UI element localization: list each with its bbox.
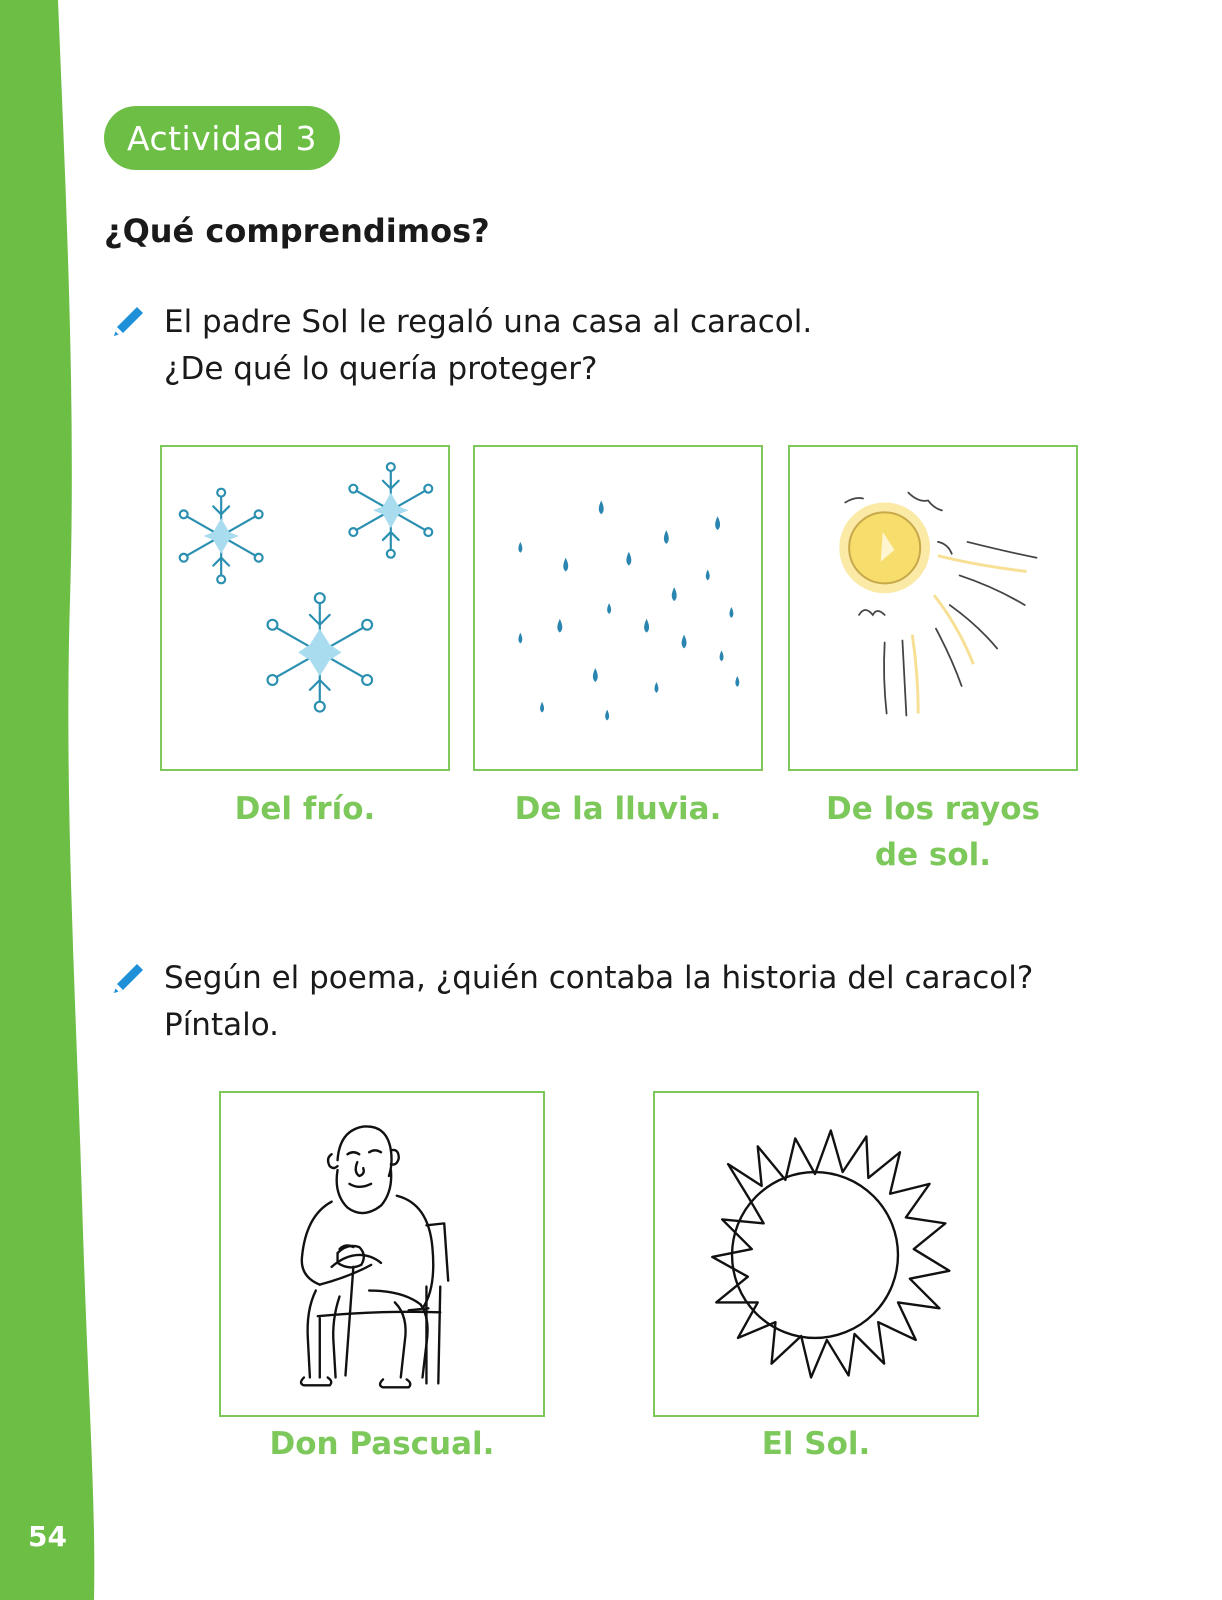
question-2 [164,955,1033,1049]
raindrops-illustration [475,447,761,769]
option-label-sun-line-1: El Sol. [761,1426,871,1462]
option-card-raindrops[interactable] [473,445,763,771]
option-label-don-pascual [219,1421,545,1467]
option-label-sunrays [788,786,1078,878]
option-label-sunrays-line-1: De los rayos [826,791,1040,827]
question-1-line-2: ¿De qué lo quería proteger? [164,351,598,387]
option-card-sun[interactable] [653,1091,979,1417]
pencil-icon [108,959,148,999]
option-label-rain-line-1: De la lluvia. [514,791,722,827]
snowflake-illustration [162,447,448,769]
option-card-snowflakes[interactable] [160,445,450,771]
page-number: 54 [28,1520,67,1553]
option-card-sun-rays[interactable] [788,445,1078,771]
question-2-line-2: Píntalo. [164,1007,279,1043]
question-1 [164,299,812,393]
option-label-sunrays-line-2: de sol. [874,837,992,873]
question-2-line-1: Según el poema, ¿quién contaba la historia del caracol? [164,960,1034,996]
option-label-cold [160,786,450,832]
question-1-line-1: El padre Sol le regaló una casa al caracol. [164,304,813,340]
sun-rays-illustration [790,447,1076,769]
activity-badge: Actividad 3 [104,106,340,170]
option-card-don-pascual[interactable] [219,1091,545,1417]
option-label-rain [473,786,763,832]
pencil-icon [108,302,148,342]
option-label-sun [653,1421,979,1467]
side-band [0,0,110,1600]
option-label-cold-line-1: Del frío. [234,791,376,827]
option-label-don-pascual-line-1: Don Pascual. [269,1426,495,1462]
sun-outline-illustration [655,1093,977,1415]
old-man-illustration [221,1093,543,1415]
section-title: ¿Qué comprendimos? [104,212,490,250]
